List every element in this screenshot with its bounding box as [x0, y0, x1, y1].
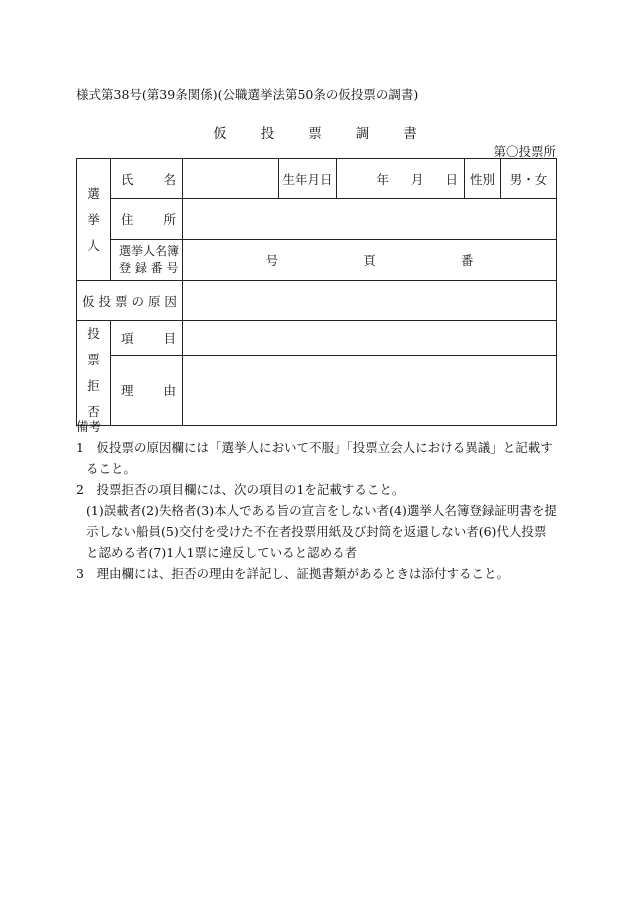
address-label: 住 所 — [111, 199, 183, 240]
birthdate-field[interactable] — [337, 159, 465, 199]
title-char: 仮 — [213, 126, 227, 142]
sex-options[interactable]: 男・女 — [501, 159, 557, 199]
title-char: 書 — [403, 126, 417, 142]
name-field[interactable] — [183, 159, 279, 199]
title-char: 調 — [355, 126, 370, 142]
index-label: 番 — [460, 253, 474, 268]
number-label: 号 — [265, 253, 279, 268]
rejection-section-label: 投 票 拒 否 — [77, 321, 111, 426]
document-title — [0, 122, 630, 142]
name-label: 氏 名 — [111, 159, 183, 199]
reason-label: 理 由 — [111, 355, 183, 425]
cause-field[interactable] — [183, 281, 557, 321]
register-number-label: 選挙人名簿 登 録 番 号 — [111, 240, 183, 281]
notes-section — [76, 416, 558, 584]
note-3: 3 理由欄には、拒否の理由を詳記し、証拠書類があるときは添付すること。 — [76, 566, 509, 581]
provisional-vote-table — [76, 158, 557, 426]
birthdate-label: 生年月日 — [279, 159, 337, 199]
year-label: 年 — [376, 171, 389, 187]
month-label: 月 — [410, 171, 424, 187]
notes-heading: 備考 — [76, 419, 102, 434]
polling-station: 第〇投票所 — [493, 144, 556, 159]
item-field[interactable] — [183, 321, 557, 356]
register-number-field[interactable] — [183, 240, 557, 281]
title-char: 投 — [260, 126, 275, 142]
page-label: 頁 — [363, 253, 376, 268]
note-1: 1 仮投票の原因欄には「選挙人において不服」「投票立会人における異議」と記載すること。 — [76, 440, 553, 476]
day-label: 日 — [445, 171, 458, 187]
note-2-detail: (1)誤載者(2)失格者(3)本人である旨の宣言をしない者(4)選挙人名簿登録証明書を提示しない船員(5)交付を受けた不在者投票用紙及び封筒を返還しない者(6)代人投票と認める者(7)1人1票に違反していると認める者 — [86, 503, 557, 560]
title-char: 票 — [308, 126, 322, 142]
item-label: 項 目 — [111, 321, 183, 356]
note-2: 2 投票拒否の項目欄には、次の項目の1を記載すること。 — [76, 482, 405, 497]
address-field[interactable] — [183, 199, 557, 240]
reason-field[interactable] — [183, 355, 557, 425]
sex-label: 性別 — [465, 159, 501, 199]
form-header: 様式第38号(第39条関係)(公職選挙法第50条の仮投票の調書) — [76, 87, 419, 102]
cause-label: 仮 投 票 の 原 因 — [77, 281, 183, 321]
voter-section-label: 選 挙 人 — [77, 159, 111, 281]
